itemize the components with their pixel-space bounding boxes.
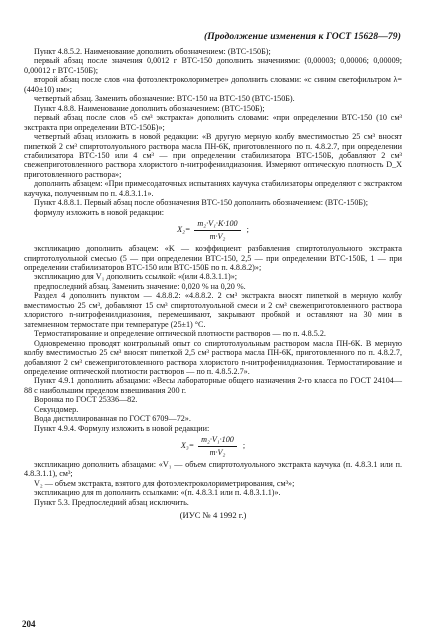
paragraph: второй абзац после слов «на фотоэлектроколориметре» дополнить словами: «с синим светофильтром λ=(440±10) нм»; bbox=[24, 75, 402, 94]
paragraph: Пункт 4.8.8. Наименование дополнить обозначением: (ВТС-150Б); bbox=[34, 103, 265, 113]
paragraph: экспликацию дополнить абзацем: «K — коэффициент разбавления спиртотолуольного экстракта спиртотолуольной смесью (5 — при определении ВТС-150, 2,5 — при определении ВТС-150Б, 1 — при определении стабилизаторов ВТС-150 или ВТС-150Б по п. 4.8.8.2)»; bbox=[24, 244, 402, 272]
formula-x3 bbox=[24, 435, 402, 457]
paragraph: Пункт 4.9.1 дополнить абзацами: «Весы лабораторные общего назначения 2-го класса по ГОСТ 24104—88 с наибольшим пределом взвешивания 200 г. bbox=[24, 376, 402, 395]
paragraph: Раздел 4 дополнить пунктом — 4.8.8.2: «4.8.8.2. 2 см³ экстракта вносят пипеткой в мерную колбу вместимостью 25 см³, добавляют 15 см³ спиртотолуольной смеси и 2 см³ свежеприготовленного раствора хлористого n-нитрофенилдиазония, перемешивают, закрывают пробкой и оставляют на 30 мин в затемненном термостате при температуре (25±1) °С. bbox=[24, 291, 402, 329]
paragraph: V₂ — объем экстракта, взятого для фотоэлектроколориметрирования, см³»; bbox=[34, 478, 295, 488]
paragraph: предпоследний абзац. Заменить значение: 0,020 % на 0,20 %. bbox=[34, 281, 246, 291]
formula-numerator: m₂·V₁·K·100 bbox=[194, 219, 240, 230]
paragraph: Секундомер. bbox=[34, 404, 79, 414]
formula-denominator: m·V₂ bbox=[209, 231, 226, 241]
paragraph: Пункт 4.8.8.1. Первый абзац после обозначения ВТС-150 дополнить обозначением: (ВТС-150Б); bbox=[34, 198, 369, 208]
paragraph: первый абзац после значения 0,0012 г ВТС-150 дополнить значениями: (0,00003; 0,00006; 0,00009; 0,00012 г ВТС-150Б); bbox=[24, 56, 402, 75]
paragraph: формулу изложить в новой редакции: bbox=[34, 207, 165, 217]
page-number: 204 bbox=[22, 619, 36, 629]
paragraph: Пункт 4.9.4. Формулу изложить в новой редакции: bbox=[34, 423, 210, 433]
paragraph: дополнить абзацем: «При примесодаточных испытаниях каучука стабилизаторы определяют с экстрактом каучука, полученным по п. 4.8.3.1.1». bbox=[24, 179, 402, 198]
formula-tail: ; bbox=[246, 225, 249, 235]
paragraph: Воронка по ГОСТ 25336—82. bbox=[34, 395, 138, 405]
formula-lhs: X₂= bbox=[177, 225, 191, 235]
paragraph: Пункт 5.3. Предпоследний абзац исключить. bbox=[34, 497, 189, 507]
formula-tail: ; bbox=[242, 441, 246, 451]
paragraph: Вода дистиллированная по ГОСТ 6709—72». bbox=[34, 414, 191, 424]
paragraph: Одновременно проводят контрольный опыт со спиртотолуольным раствором масла ПН-6К. В мерную колбу вместимостью 25 см³ вносят пипеткой 2,5 см³ раствора масла ПН-6К, приготовленного по п. 4.8.2.7, добавляют 2 см³ свежеприготовленного раствора хлористого n-нитрофенилдиазония. Термостатирование и определение оптической плотности растворов — по п. 4.8.5.2.7». bbox=[24, 338, 402, 376]
paragraph: экспликацию для V₁ дополнить ссылкой: «(или 4.8.3.1.1)»; bbox=[34, 272, 238, 282]
paragraph: первый абзац после слов «5 см³ экстракта» дополнить словами: «при определении ВТС-150 (10 см³ экстракта при определении ВТС-150Б)»; bbox=[24, 113, 402, 132]
formula-denominator: m·V₂ bbox=[209, 447, 226, 457]
paragraph: экспликацию для m дополнить ссылками: «(п. 4.8.3.1 или п. 4.8.3.1.1)». bbox=[34, 488, 281, 498]
ius-reference: (ИУС № 4 1992 г.) bbox=[179, 510, 247, 521]
formula-x2 bbox=[24, 219, 402, 241]
running-header: (Продолжение изменения к ГОСТ 15628—79) bbox=[204, 31, 401, 42]
paragraph: экспликацию дополнить абзацами: «V₁ — объем спиртотолуольного экстракта каучука (п. 4.8.3.1 или п. 4.8.3.1.1), см³; bbox=[24, 460, 402, 479]
paragraph: четвертый абзац изложить в новой редакции: «В другую мерную колбу вместимостью 25 см³ вносят пипеткой 2 см³ спиртотолуольного раствора масла ПН-6К, приготовленного по п. 4.8.2.7, при определении стабилизатора ВТС-150 или 4 см³ — при определении стабилизатора ВТС-150Б, добавляют 2 см³ свежеприготовленного раствора хлористого n-нитрофенилдиазония. Измеряют оптическую плотность D_X приготовленного раствора»; bbox=[24, 132, 402, 179]
document-body bbox=[24, 47, 402, 521]
formula-lhs: X₃= bbox=[180, 441, 195, 451]
paragraph: четвертый абзац. Заменить обозначение: ВТС-150 на ВТС-150 (ВТС-150Б). bbox=[34, 94, 295, 104]
formula-fraction bbox=[194, 219, 240, 241]
formula-fraction bbox=[198, 435, 237, 457]
paragraph: Термостатирование и определение оптической плотности растворов — по п. 4.8.5.2. bbox=[34, 329, 326, 339]
formula-numerator: m₂·V₁·100 bbox=[198, 435, 237, 446]
paragraph: Пункт 4.8.5.2. Наименование дополнить обозначением: (ВТС-150Б); bbox=[34, 47, 271, 56]
